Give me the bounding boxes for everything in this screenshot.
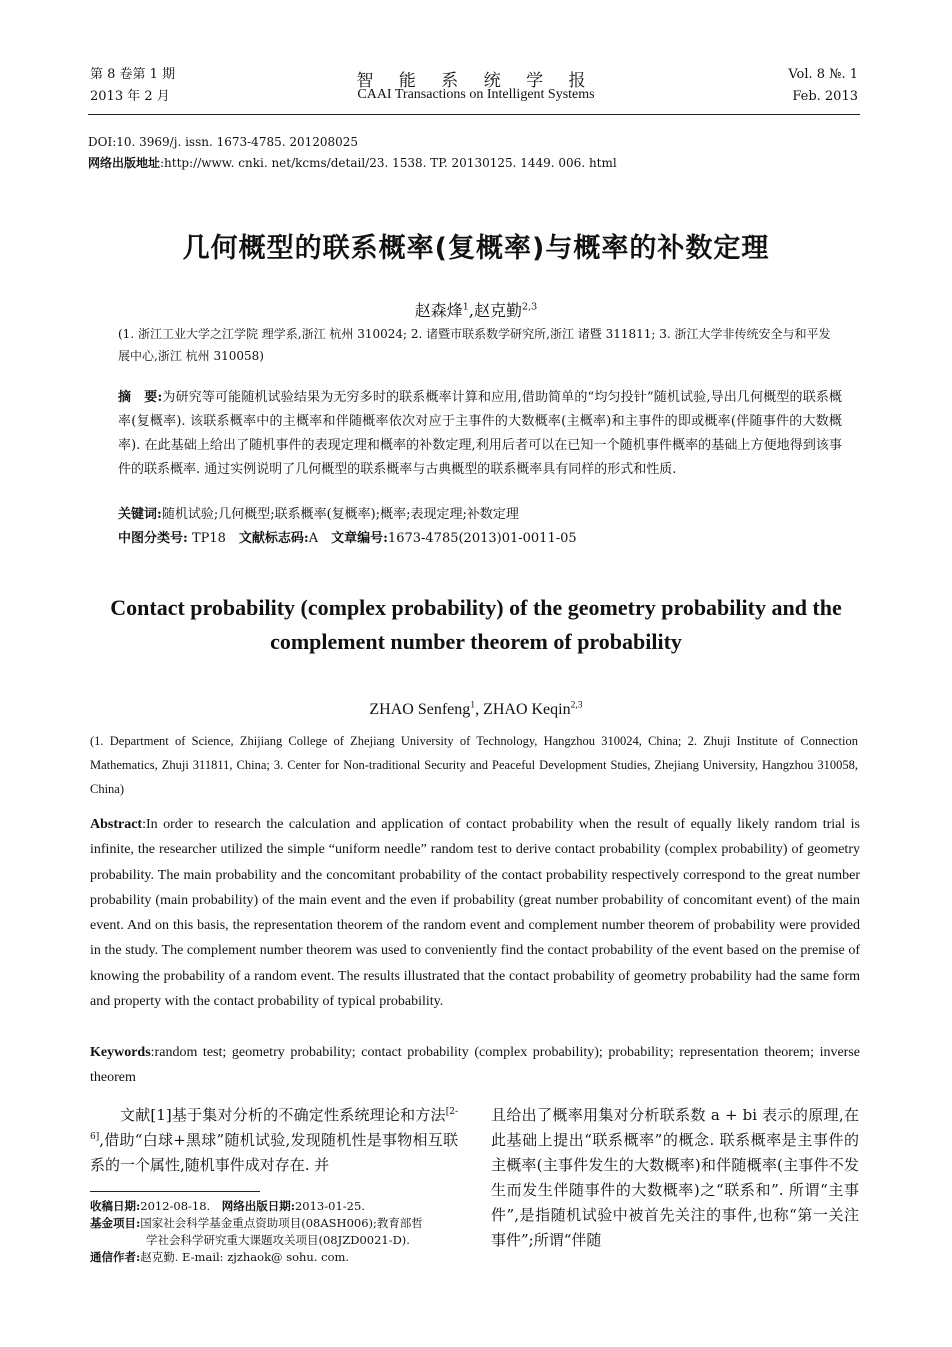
doc-code-label: 文献标志码: bbox=[238, 531, 309, 546]
body-right-column: 且给出了概率用集对分析联系数 a + bi 表示的原理,在此基础上提出“联系概率”的概念. 联系概率是主事件的主概率(主事件发生的大数概率)和伴随概率(主事件不发生而发生伴随事件的大数概率)之“联系和”. 所谓“主事件”,是指随机试验中被首先关注的事件,也称“第一关注事件”;所谓“伴随 bbox=[491, 1106, 859, 1249]
abstract-en bbox=[90, 812, 860, 1014]
authors-cn bbox=[0, 298, 952, 321]
journal-title-en: CAAI Transactions on Intelligent Systems bbox=[357, 87, 595, 102]
author-2-en: ZHAO Keqin bbox=[483, 701, 571, 718]
title-cn: 几何概型的联系概率(复概率)与概率的补数定理 bbox=[182, 233, 770, 264]
date-en: Feb. 2013 bbox=[792, 89, 858, 104]
doi: DOI:10. 3969/j. issn. 1673-4785. 201208025 bbox=[88, 135, 359, 149]
body-citation: [2-6] bbox=[90, 1107, 458, 1142]
online-date: 2013-01-25. bbox=[294, 1199, 365, 1213]
affiliations-cn: (1. 浙江工业大学之江学院 理学系,浙江 杭州 310024; 2. 诸暨市联系数学研究所,浙江 诸暨 311811; 3. 浙江大学非传统安全与和平发展中心,浙江 杭州 310058) bbox=[118, 327, 831, 363]
clc-label: 中图分类号: bbox=[118, 531, 188, 546]
fund-label: 基金项目: bbox=[90, 1216, 141, 1230]
journal-title-cn: 智 能 系 统 学 报 bbox=[356, 71, 596, 91]
authors-en bbox=[0, 701, 952, 719]
footnote-rule bbox=[90, 1191, 260, 1192]
article-number-label: 文章编号: bbox=[331, 531, 388, 546]
article-number-value: 1673-4785(2013)01-0011-05 bbox=[387, 531, 577, 546]
received-label: 收稿日期: bbox=[90, 1199, 141, 1213]
online-date-label: 网络出版日期: bbox=[221, 1199, 295, 1213]
keywords-en bbox=[90, 1040, 860, 1090]
author-1-cn: 赵森烽 bbox=[414, 301, 463, 320]
title-en: Contact probability (complex probability) of the geometry probability and the complement number theorem of probability bbox=[110, 595, 842, 654]
author-2-cn: 赵克勤 bbox=[473, 301, 522, 320]
fund-text-2: 学社会科学研究重大课题攻关项目(08JZD0021-D). bbox=[146, 1233, 410, 1247]
author-separator-cn: , bbox=[468, 301, 474, 320]
header-rule bbox=[88, 114, 860, 115]
author-separator-en: , bbox=[475, 701, 484, 718]
footnote-correspondence bbox=[90, 1249, 462, 1266]
correspondence-label: 通信作者: bbox=[90, 1250, 141, 1264]
author-1-en: ZHAO Senfeng bbox=[369, 701, 471, 718]
abstract-label-en: Abstract bbox=[90, 817, 143, 832]
keywords-label-en: Keywords bbox=[90, 1045, 151, 1060]
footnote-dates bbox=[90, 1198, 462, 1215]
online-address-url: :http://www. cnki. net/kcms/detail/23. 1538. TP. 20130125. 1449. 006. html bbox=[160, 156, 617, 170]
body-left-text-a: 文献[1]基于集对分析的不确定性系统理论和方法 bbox=[120, 1106, 446, 1124]
author-2-sup-cn: 2,3 bbox=[521, 301, 538, 313]
body-left-text-b: ,借助“白球+黑球”随机试验,发现随机性是事物相互联系的一个属性,随机事件成对存在. 并 bbox=[90, 1131, 458, 1174]
abstract-label-cn: 摘 要: bbox=[118, 390, 163, 405]
abstract-text-cn: 为研究等可能随机试验结果为无穷多时的联系概率计算和应用,借助简单的“均匀投针”随机试验,导出几何概型的联系概率(复概率). 该联系概率中的主概率和伴随概率依次对应于主事件的大数概率(主概率)和主事件的即或概率(伴随事件的大数概率). 在此基础上给出了随机事件的表现定理和概率的补数定理,利用后者可以在已知一个随机事件概率的基础上方便地得到该事件的联系概率. 通过实例说明了几何概型的联系概率与古典概型的联系概率具有同样的形式和性质. bbox=[118, 390, 842, 477]
author-2-sup-en: 2,3 bbox=[570, 699, 583, 711]
affiliations-en: (1. Department of Science, Zhijiang College of Zhejiang University of Technology, Hangzhou 310024, China; 2. Zhuji Institute of Connection Mathematics, Zhuji 311811, China; 3. Center for Non-traditional Security and Peaceful Development Studies, Zhejiang University, Hangzhou 310058, China) bbox=[90, 734, 858, 796]
volume-number-en: Vol. 8 №. 1 bbox=[788, 67, 858, 82]
fund-text-1: 国家社会科学基金重点资助项目(08ASH006);教育部哲 bbox=[140, 1216, 423, 1230]
received-date: 2012-08-18. bbox=[140, 1199, 222, 1213]
volume-issue: 第 8 卷第 1 期 bbox=[90, 67, 176, 82]
correspondence-text: 赵克勤. E-mail: zjzhaok@ sohu. com. bbox=[140, 1250, 350, 1264]
abstract-text-en: :In order to research the calculation and application of contact probability when the result of equally likely random trial is infinite, the researcher utilized the simple “uniform needle” random test to derive contact probability (complex probability) of geometry probability. The main probability and the concomitant probability of the contact probability respectively correspond to the great number probability (main probability) of the main event and the even if probability (great number probability of concomitant event) of the main event. And on this basis, the representation theorem of the random event and complement number theorem of probability were provided in the study. The complement number theorem was used to conveniently find the contact probability of the event based on the premise of knowing the probability of a random event. The results illustrated that the contact probability of geometry probability had the same form and property with the contact probability of typical probability. bbox=[90, 817, 860, 1010]
author-1-sup-cn: 1 bbox=[462, 301, 469, 313]
clc-value: TP18 bbox=[187, 531, 239, 546]
online-address-label: 网络出版地址 bbox=[88, 156, 161, 170]
online-address bbox=[88, 153, 617, 173]
doc-code-value: A bbox=[308, 531, 332, 546]
body-left-column bbox=[90, 1103, 458, 1178]
author-1-sup-en: 1 bbox=[470, 699, 476, 711]
publication-date: 2013 年 2 月 bbox=[90, 89, 170, 104]
abstract-cn bbox=[118, 386, 842, 482]
keywords-label-cn: 关键词: bbox=[118, 507, 162, 522]
keywords-text-cn: 随机试验;几何概型;联系概率(复概率);概率;表现定理;补数定理 bbox=[161, 507, 519, 522]
footnote-fund bbox=[90, 1215, 462, 1232]
classification-cn bbox=[118, 527, 842, 551]
keywords-cn bbox=[118, 503, 842, 527]
keywords-text-en: :random test; geometry probability; contact probability (complex probability); probability; representation theorem; inverse theorem bbox=[90, 1045, 860, 1085]
footnotes bbox=[90, 1198, 462, 1266]
